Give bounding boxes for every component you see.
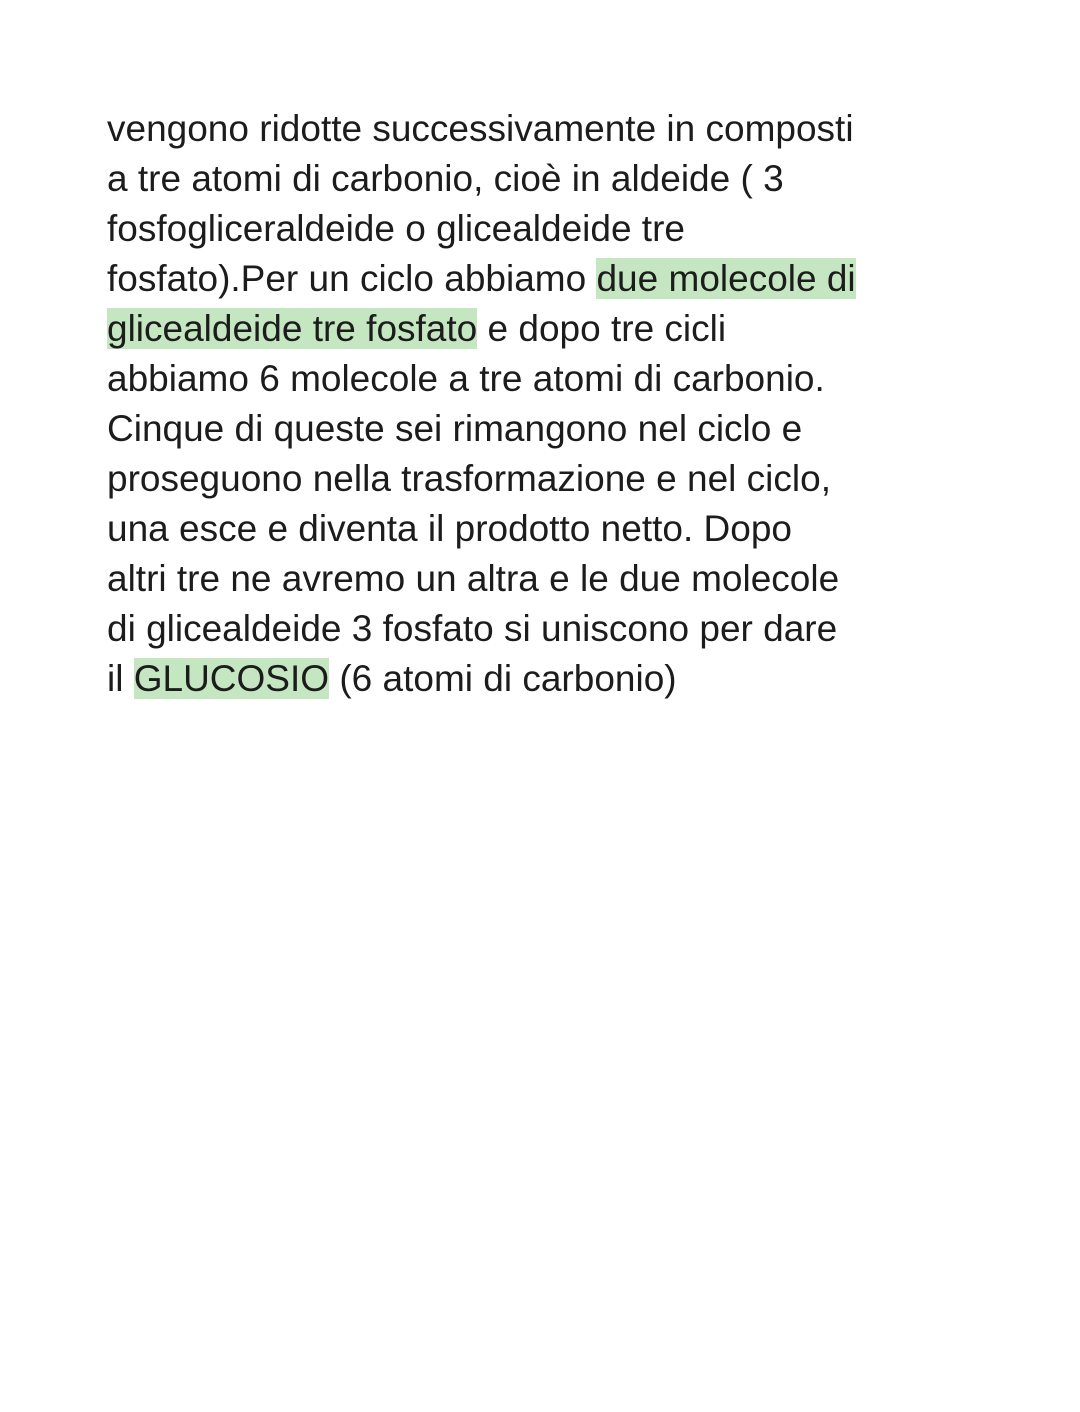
text-line-4 — [107, 254, 1007, 304]
text-segment: (6 atomi di carbonio) — [329, 658, 677, 699]
text-line-3: fosfogliceraldeide o glicealdeide tre — [107, 208, 685, 249]
text-line-1: vengono ridotte successivamente in composti — [107, 108, 854, 149]
text-line-7: Cinque di queste sei rimangono nel ciclo e — [107, 408, 803, 449]
body-text — [107, 104, 1007, 704]
text-line-11: di glicealdeide 3 fosfato si uniscono per dare — [107, 608, 838, 649]
text-segment: fosfato).Per un ciclo abbiamo — [107, 258, 597, 299]
text-line-8: proseguono nella trasformazione e nel ciclo, — [107, 458, 831, 499]
text-line-2: a tre atomi di carbonio, cioè in aldeide ( 3 — [107, 158, 784, 199]
highlighted-text: GLUCOSIO — [133, 658, 330, 699]
text-line-9: una esce e diventa il prodotto netto. Dopo — [107, 508, 792, 549]
text-line-5 — [107, 304, 1007, 354]
text-line-10: altri tre ne avremo un altra e le due molecole — [107, 558, 840, 599]
text-segment: e dopo tre cicli — [477, 308, 727, 349]
highlighted-text: glicealdeide tre fosfato — [107, 308, 478, 349]
highlighted-text: due molecole di — [596, 258, 856, 299]
text-segment: il — [107, 658, 134, 699]
text-line-6: abbiamo 6 molecole a tre atomi di carbonio. — [107, 358, 825, 399]
text-line-12 — [107, 654, 1007, 704]
